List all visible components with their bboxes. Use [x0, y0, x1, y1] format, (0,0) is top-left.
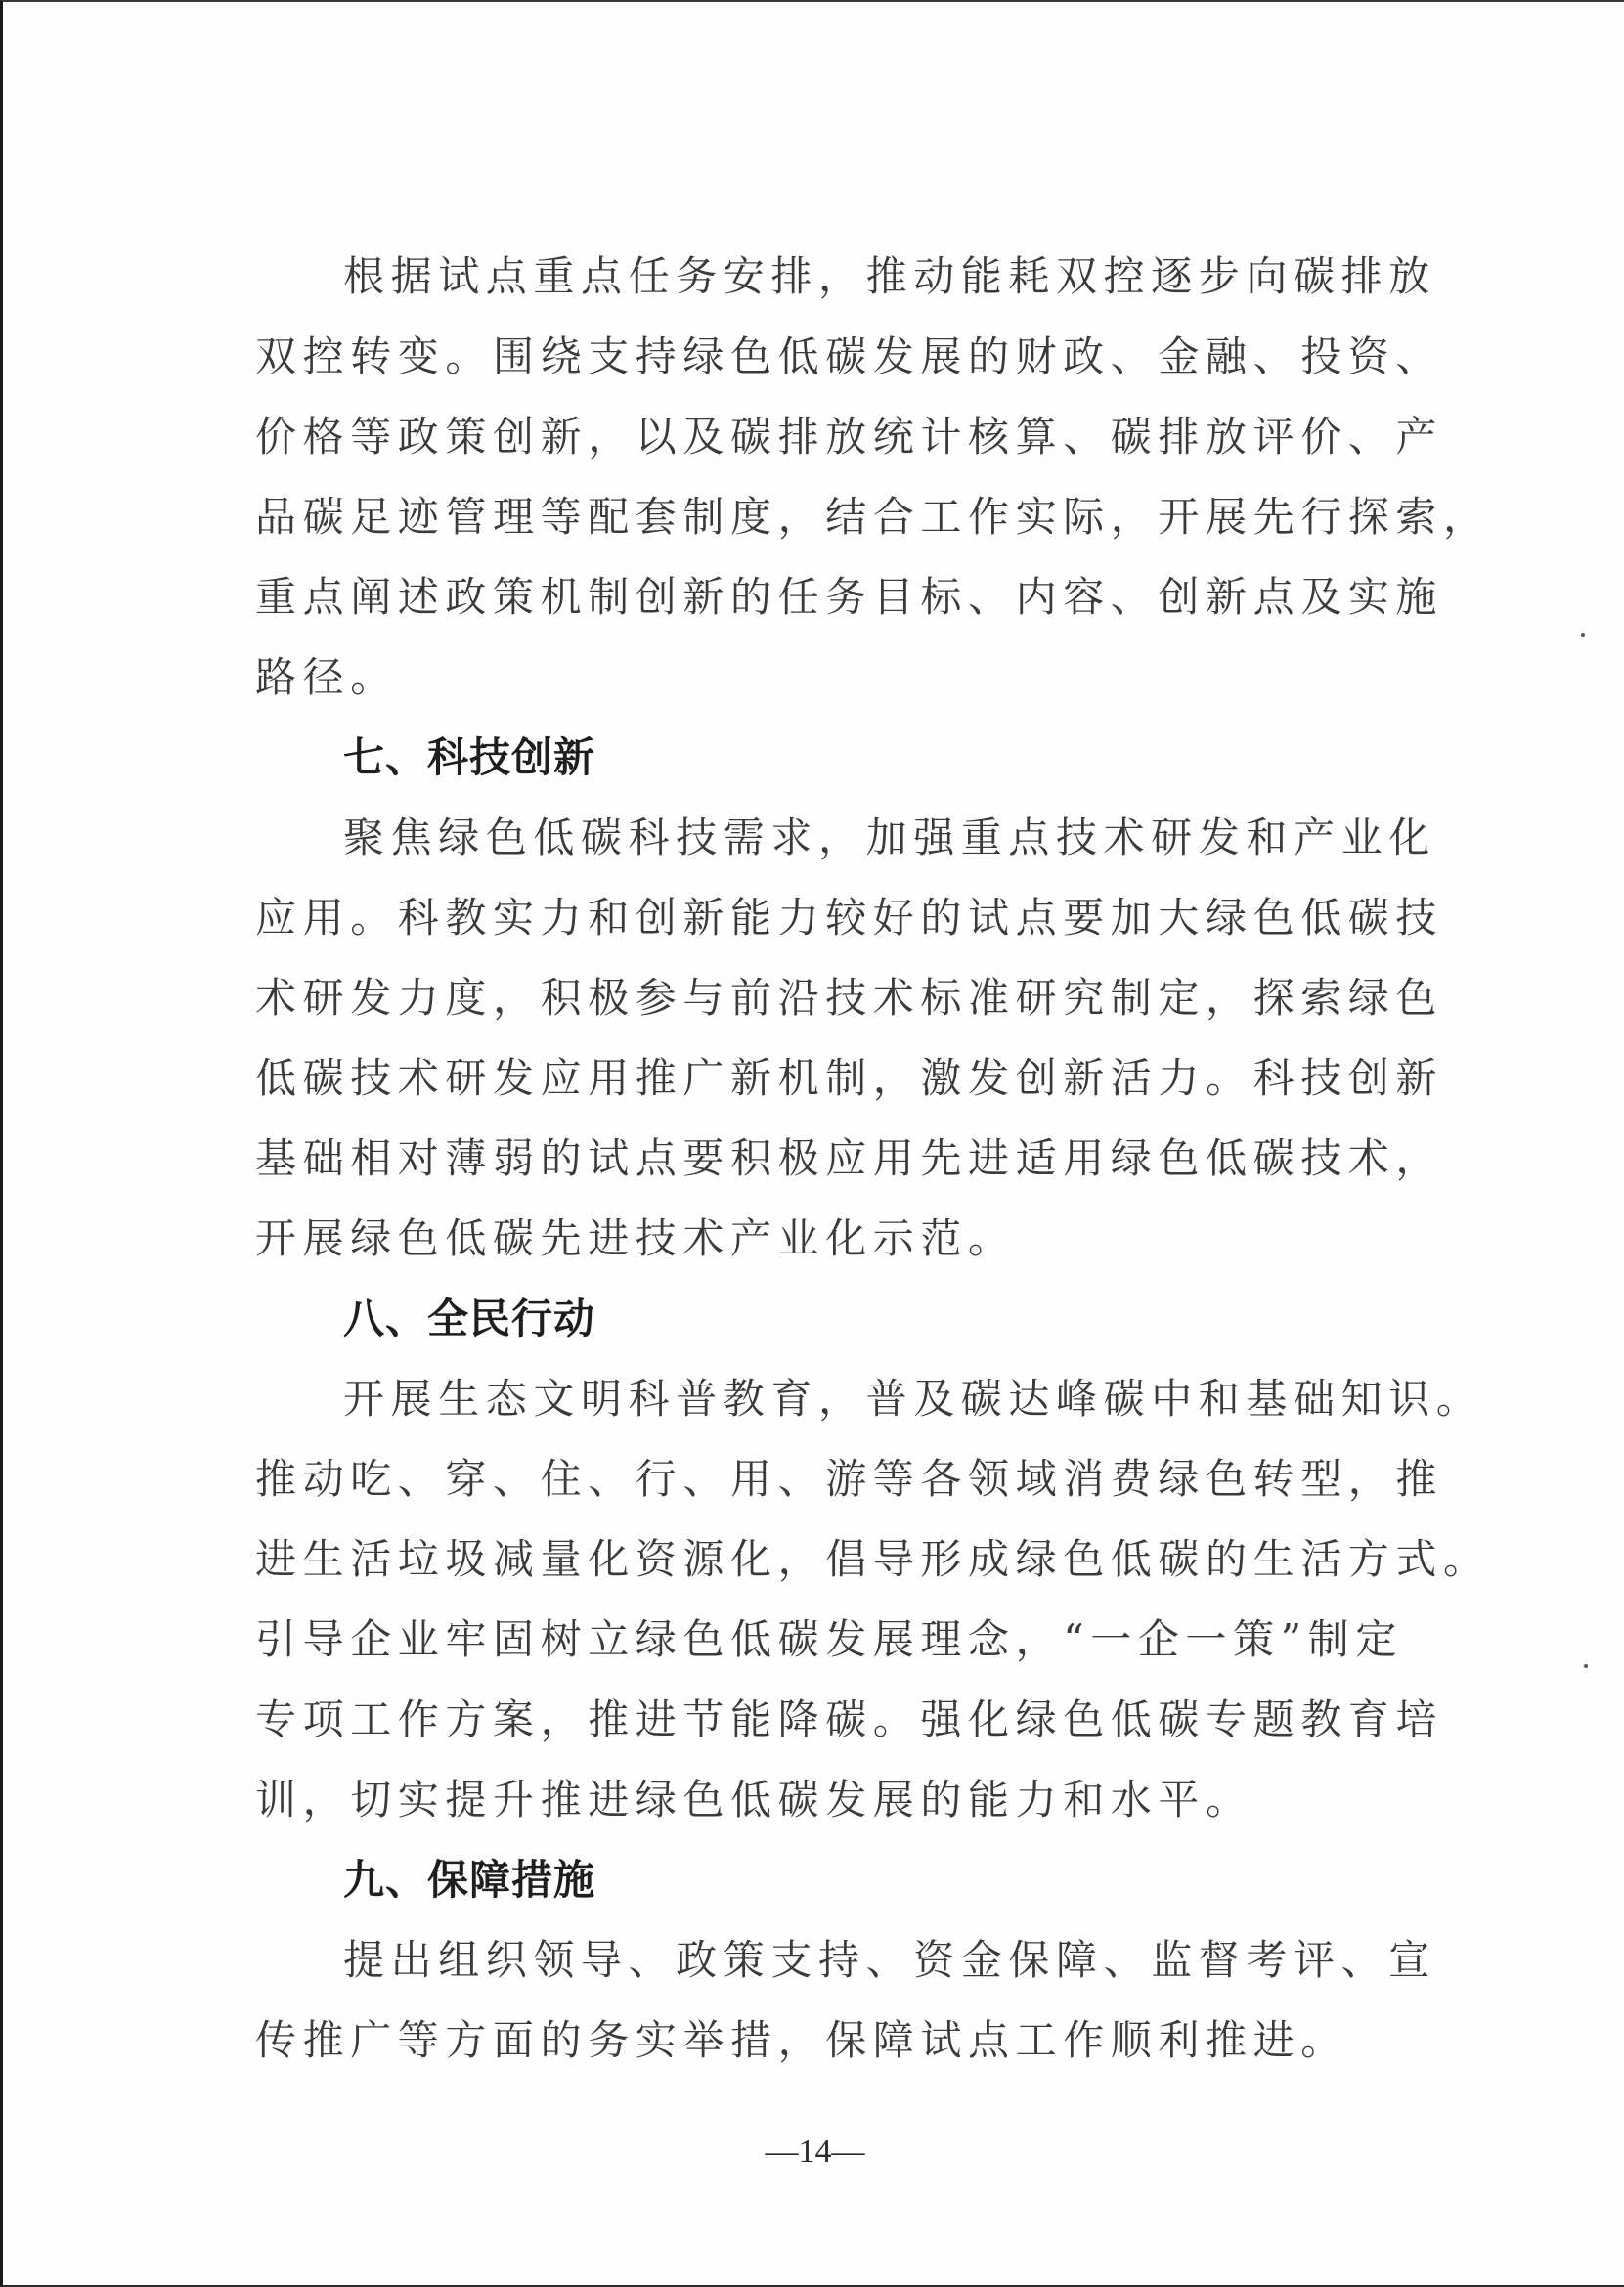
paragraph-line: 基础相对薄弱的试点要积极应用先进适用绿色低碳技术， [255, 1134, 1444, 1182]
paragraph-line: 传推广等方面的务实举措，保障试点工作顺利推进。 [255, 2016, 1348, 2064]
paragraph-line: 价格等政策创新，以及碳排放统计核算、碳排放评价、产 [255, 413, 1444, 461]
scan-speck [1584, 1664, 1588, 1668]
paragraph-line: 开展绿色低碳先进技术产业化示范。 [255, 1214, 1016, 1262]
section-heading-public-action: 八、全民行动 [343, 1295, 596, 1342]
paragraph-line: 开展生态文明科普教育，普及碳达峰碳中和基础知识。 [343, 1375, 1484, 1423]
paragraph-line: 低碳技术研发应用推广新机制，激发创新活力。科技创新 [255, 1054, 1444, 1102]
paragraph-line: 专项工作方案，推进节能降碳。强化绿色低碳专题教育培 [255, 1695, 1444, 1743]
paragraph-line: 聚焦绿色低碳科技需求，加强重点技术研发和产业化 [343, 814, 1436, 861]
paragraph-line: 应用。科教实力和创新能力较好的试点要加大绿色低碳技 [255, 894, 1444, 942]
paragraph-line: 引导企业牢固树立绿色低碳发展理念，“一企一策”制定 [255, 1615, 1403, 1663]
paragraph-policy-innovation [255, 237, 1491, 718]
paragraph-line: 路径。 [255, 653, 398, 701]
paragraph-line: 训，切实提升推进绿色低碳发展的能力和水平。 [255, 1776, 1253, 1824]
paragraph-public-action [255, 1359, 1491, 1840]
paragraph-tech-innovation [255, 798, 1444, 1279]
paragraph-line: 重点阐述政策机制创新的任务目标、内容、创新点及实施 [255, 573, 1444, 621]
page-number: —14— [765, 2133, 865, 2170]
paragraph-line: 推动吃、穿、住、行、用、游等各领域消费绿色转型，推 [255, 1455, 1444, 1503]
paragraph-line: 双控转变。围绕支持绿色低碳发展的财政、金融、投资、 [255, 332, 1444, 380]
paragraph-line: 根据试点重点任务安排，推动能耗双控逐步向碳排放 [343, 252, 1436, 300]
scan-speck [1581, 633, 1585, 637]
section-heading-tech-innovation: 七、科技创新 [343, 733, 596, 781]
paragraph-safeguards [255, 1920, 1436, 2081]
paragraph-line: 提出组织领导、政策支持、资金保障、监督考评、宣 [343, 1936, 1436, 1984]
document-body [255, 237, 1491, 2081]
paragraph-line: 进生活垃圾减量化资源化，倡导形成绿色低碳的生活方式。 [255, 1535, 1491, 1583]
paragraph-line: 品碳足迹管理等配套制度，结合工作实际，开展先行探索， [255, 493, 1491, 541]
section-heading-safeguards: 九、保障措施 [343, 1856, 596, 1904]
paragraph-line: 术研发力度，积极参与前沿技术标准研究制定，探索绿色 [255, 974, 1444, 1022]
